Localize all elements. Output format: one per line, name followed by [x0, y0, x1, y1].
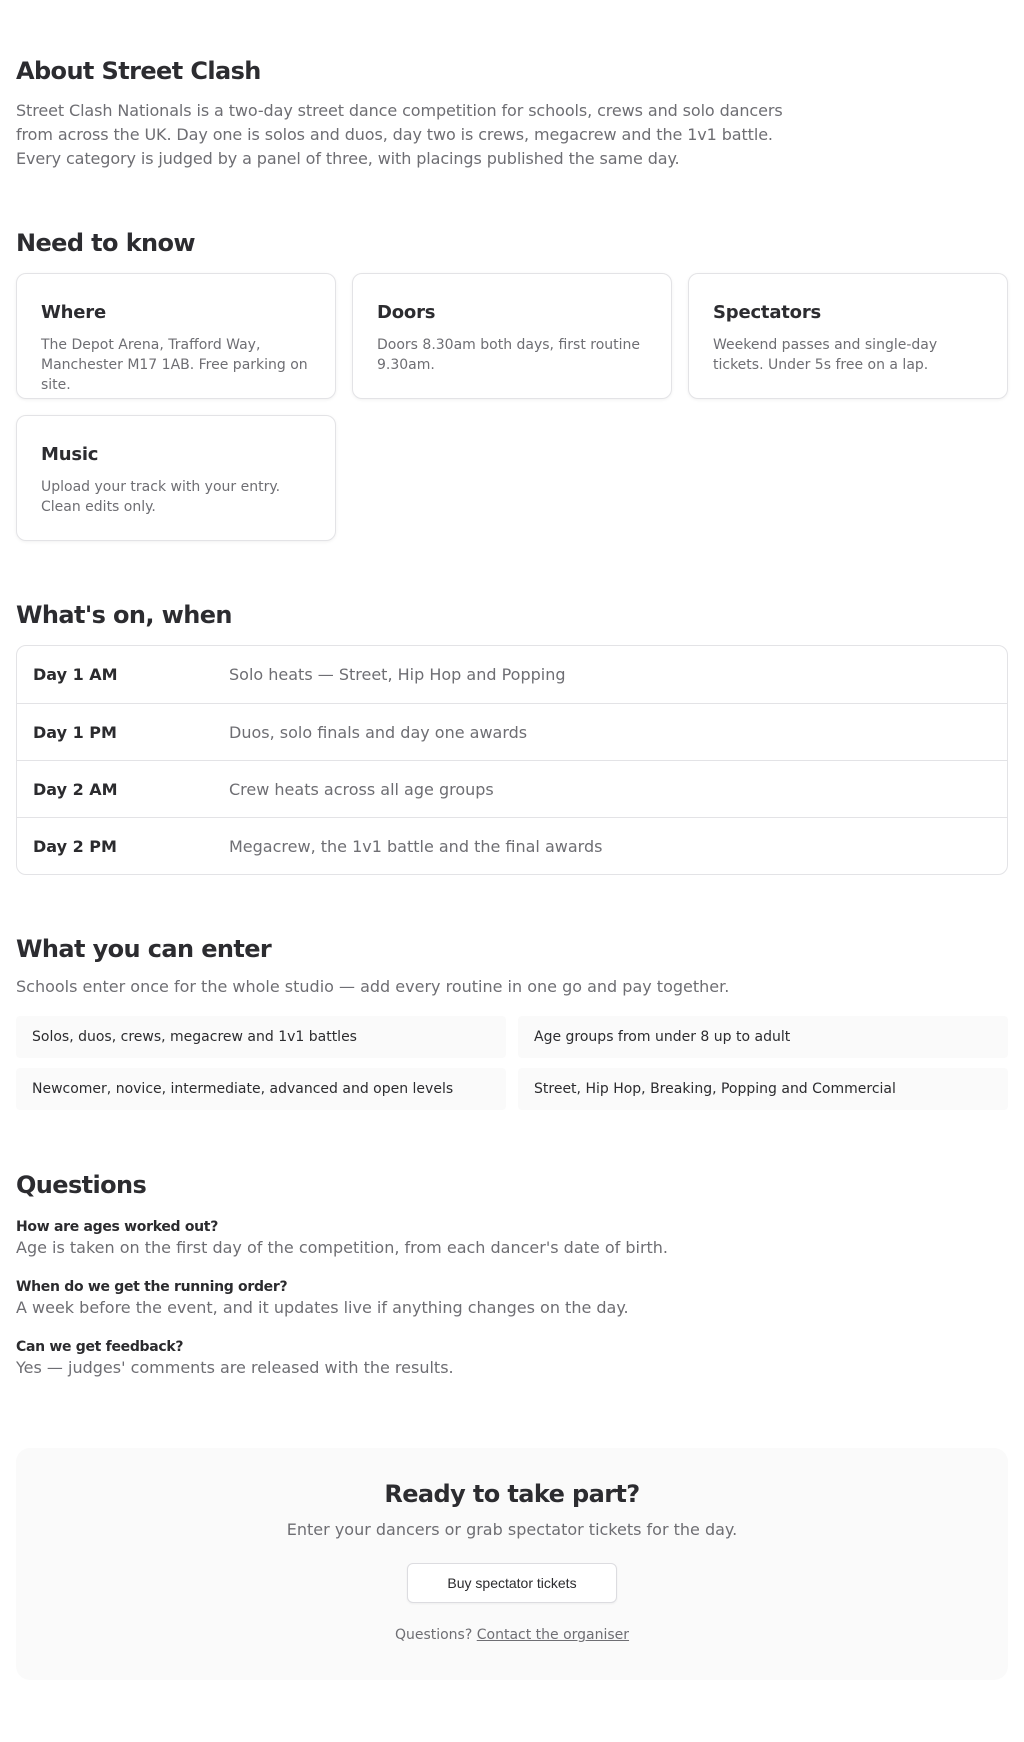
schedule-row: [17, 703, 1007, 760]
need-to-know-section: [16, 229, 1008, 541]
schedule-row: [17, 646, 1007, 703]
buy-spectator-tickets-button[interactable]: Buy spectator tickets: [407, 1563, 617, 1603]
schedule-heading: What's on, when: [16, 601, 232, 629]
faq-item: [16, 1277, 1008, 1319]
schedule-what: Crew heats across all age groups: [229, 779, 494, 799]
category-tag: Street, Hip Hop, Breaking, Popping and Commercial: [518, 1068, 1008, 1110]
category-tag: Solos, duos, crews, megacrew and 1v1 battles: [16, 1016, 506, 1058]
questions-heading: Questions: [16, 1171, 147, 1199]
card-text: Doors 8.30am both days, first routine 9.30am.: [377, 337, 641, 373]
info-card-spectators: [688, 273, 1008, 399]
enter-heading: What you can enter: [16, 935, 272, 963]
about-heading: About Street Clash: [16, 57, 261, 85]
card-text: The Depot Arena, Trafford Way, Manchester M17 1AB. Free parking on site.: [41, 337, 308, 393]
category-tag: Newcomer, novice, intermediate, advanced and open levels: [16, 1068, 506, 1110]
schedule-row: [17, 817, 1007, 874]
card-text: Weekend passes and single-day tickets. Under 5s free on a lap.: [713, 337, 938, 373]
faq-question: Can we get feedback?: [16, 1339, 184, 1355]
contact-organiser-link[interactable]: Contact the organiser: [476, 1627, 630, 1643]
card-title: Where: [41, 302, 106, 323]
need-to-know-heading: Need to know: [16, 229, 195, 257]
enter-lead: Schools enter once for the whole studio — add every routine in one go and pay together.: [16, 977, 730, 996]
category-tags: [16, 1016, 1008, 1110]
cta-subtext: Enter your dancers or grab spectator tickets for the day.: [286, 1520, 738, 1539]
schedule-when: Day 1 AM: [33, 665, 118, 684]
faq-answer: A week before the event, and it updates live if anything changes on the day.: [16, 1298, 629, 1317]
enter-section: [16, 935, 1008, 1110]
info-cards: [16, 273, 1008, 541]
help-prefix: Questions?: [394, 1627, 473, 1643]
cta-panel: [16, 1448, 1008, 1680]
about-section: [16, 57, 796, 171]
info-card-where: [16, 273, 336, 399]
cta-help: [16, 1627, 1008, 1643]
card-title: Music: [41, 444, 99, 465]
schedule-section: [16, 601, 1008, 875]
card-title: Spectators: [713, 302, 822, 323]
schedule-table: [16, 645, 1008, 875]
about-text: Street Clash Nationals is a two-day street dance competition for schools, crews and solo dancers from across the UK. Day one is solos and duos, day two is crews, megacrew and the 1v1 battle. Every category is judged by a panel of three, with placings published the same day.: [16, 101, 783, 168]
faq-question: When do we get the running order?: [16, 1279, 288, 1295]
category-tag: Age groups from under 8 up to adult: [518, 1016, 1008, 1058]
schedule-when: Day 1 PM: [33, 722, 117, 742]
schedule-row: [17, 760, 1007, 817]
schedule-when: Day 2 AM: [33, 779, 118, 799]
faq-answer: Age is taken on the first day of the competition, from each dancer's date of birth.: [16, 1238, 669, 1257]
faq-item: [16, 1337, 1008, 1379]
faq-answer: Yes — judges' comments are released with the results.: [16, 1358, 454, 1377]
card-title: Doors: [377, 302, 436, 323]
cta-heading: Ready to take part?: [384, 1480, 640, 1508]
faq-item: [16, 1217, 1008, 1259]
schedule-what: Duos, solo finals and day one awards: [229, 722, 528, 742]
schedule-what: Megacrew, the 1v1 battle and the final awards: [229, 836, 603, 856]
info-card-music: [16, 415, 336, 541]
schedule-when: Day 2 PM: [33, 836, 117, 856]
card-text: Upload your track with your entry. Clean edits only.: [41, 479, 281, 515]
faq-question: How are ages worked out?: [16, 1219, 219, 1235]
questions-section: [16, 1171, 1008, 1379]
schedule-what: Solo heats — Street, Hip Hop and Popping: [229, 665, 566, 684]
info-card-doors: [352, 273, 672, 399]
